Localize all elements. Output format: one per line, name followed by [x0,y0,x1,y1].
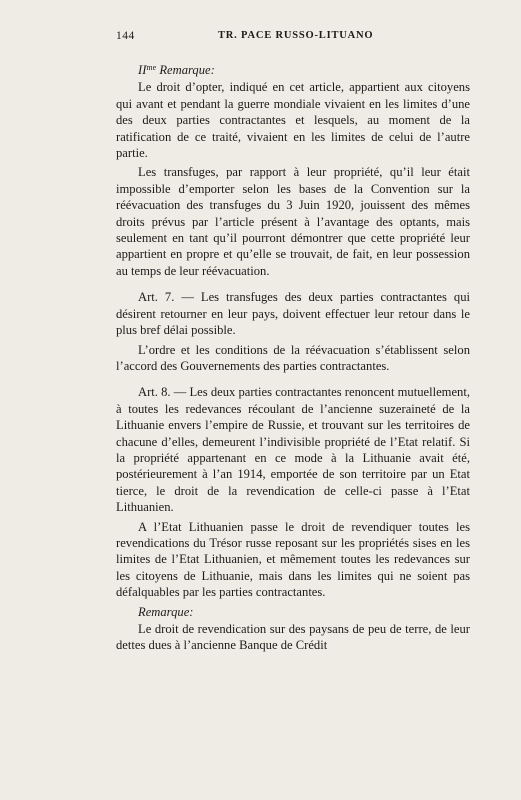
paragraph-opting-right: Le droit d’opter, indiqué en cet article, appartient aux citoyens qui avant et pendant la guerre mondiale vivaient en les limites d’une des deux parties contractantes et lesquels, au moment de la ratification de ce traité, vivaient en les limites de celui de l’autre partie. [116,80,470,161]
paragraph-reevacuation-order: L’ordre et les conditions de la réévacuation s’établissent selon l’accord des Gouvernements des parties contractantes. [116,342,470,373]
remark-ii-superscript: me [146,63,157,72]
paragraph-transfuges-property: Les transfuges, par rapport à leur propriété, qu’il leur était impossible d’emporter selon les bases de la Convention sur la réévacuation des transfuges du 3 Juin 1920, jouissent des mêmes droits prévus par l’article présent à l’avantage des optants, mais seulement en tant qu’il pourront démontrer que cette propriété leur appartient en propre et qu’elle se trouvait, de fait, en leur possession au temps de leur réévacuation. [116,165,470,278]
page-header [116,30,461,48]
page-number: 144 [116,30,135,42]
paragraph-lithuanian-state-claims: A l’Etat Lithuanien passe le droit de revendiquer toutes les revendications du Trésor russe reposant sur les propriétés sises en les limites de l’Etat Lithuanien, et mêmement toutes les redevances sur les citoyens de Lithuanie, mais dans les limites qui ne soient pas défalquables par les parties contractantes. [116,519,470,600]
remark-ii-heading [116,60,470,78]
running-title: TR. PACE RUSSO-LITUANO [218,30,374,41]
remark-heading: Remarque: [138,604,194,619]
paragraph-revendication-right: Le droit de revendication sur des paysans de peu de terre, de leur dettes dues à l’ancienne Banque de Crédit [116,622,470,653]
remark-ii-label: Remarque: [159,63,215,77]
article-8: Art. 8. — Les deux parties contractantes renoncent mutuellement, à toutes les redevances récoulant de l’ancienne suzeraineté de la Lithuanie envers l’empire de Russie, et trouvant sur les territoires de chacune d’elles, demeurent l’indivisible propriété de l’Etat relatif. Si la propriété appartenant en ce mode à la Lithuanie avait été, postérieurement à l’an 1914, emportée de son territoire par un Etat tierce, le droit de la revendication de celle-ci passe à l’Etat Lithuanien. [116,385,470,515]
body-text [116,60,470,657]
remark-ii-roman: II [138,63,147,77]
article-7: Art. 7. — Les transfuges des deux parties contractantes qui désirent retourner en leur pays, doivent effectuer leur retour dans le plus bref délai possible. [116,290,470,338]
